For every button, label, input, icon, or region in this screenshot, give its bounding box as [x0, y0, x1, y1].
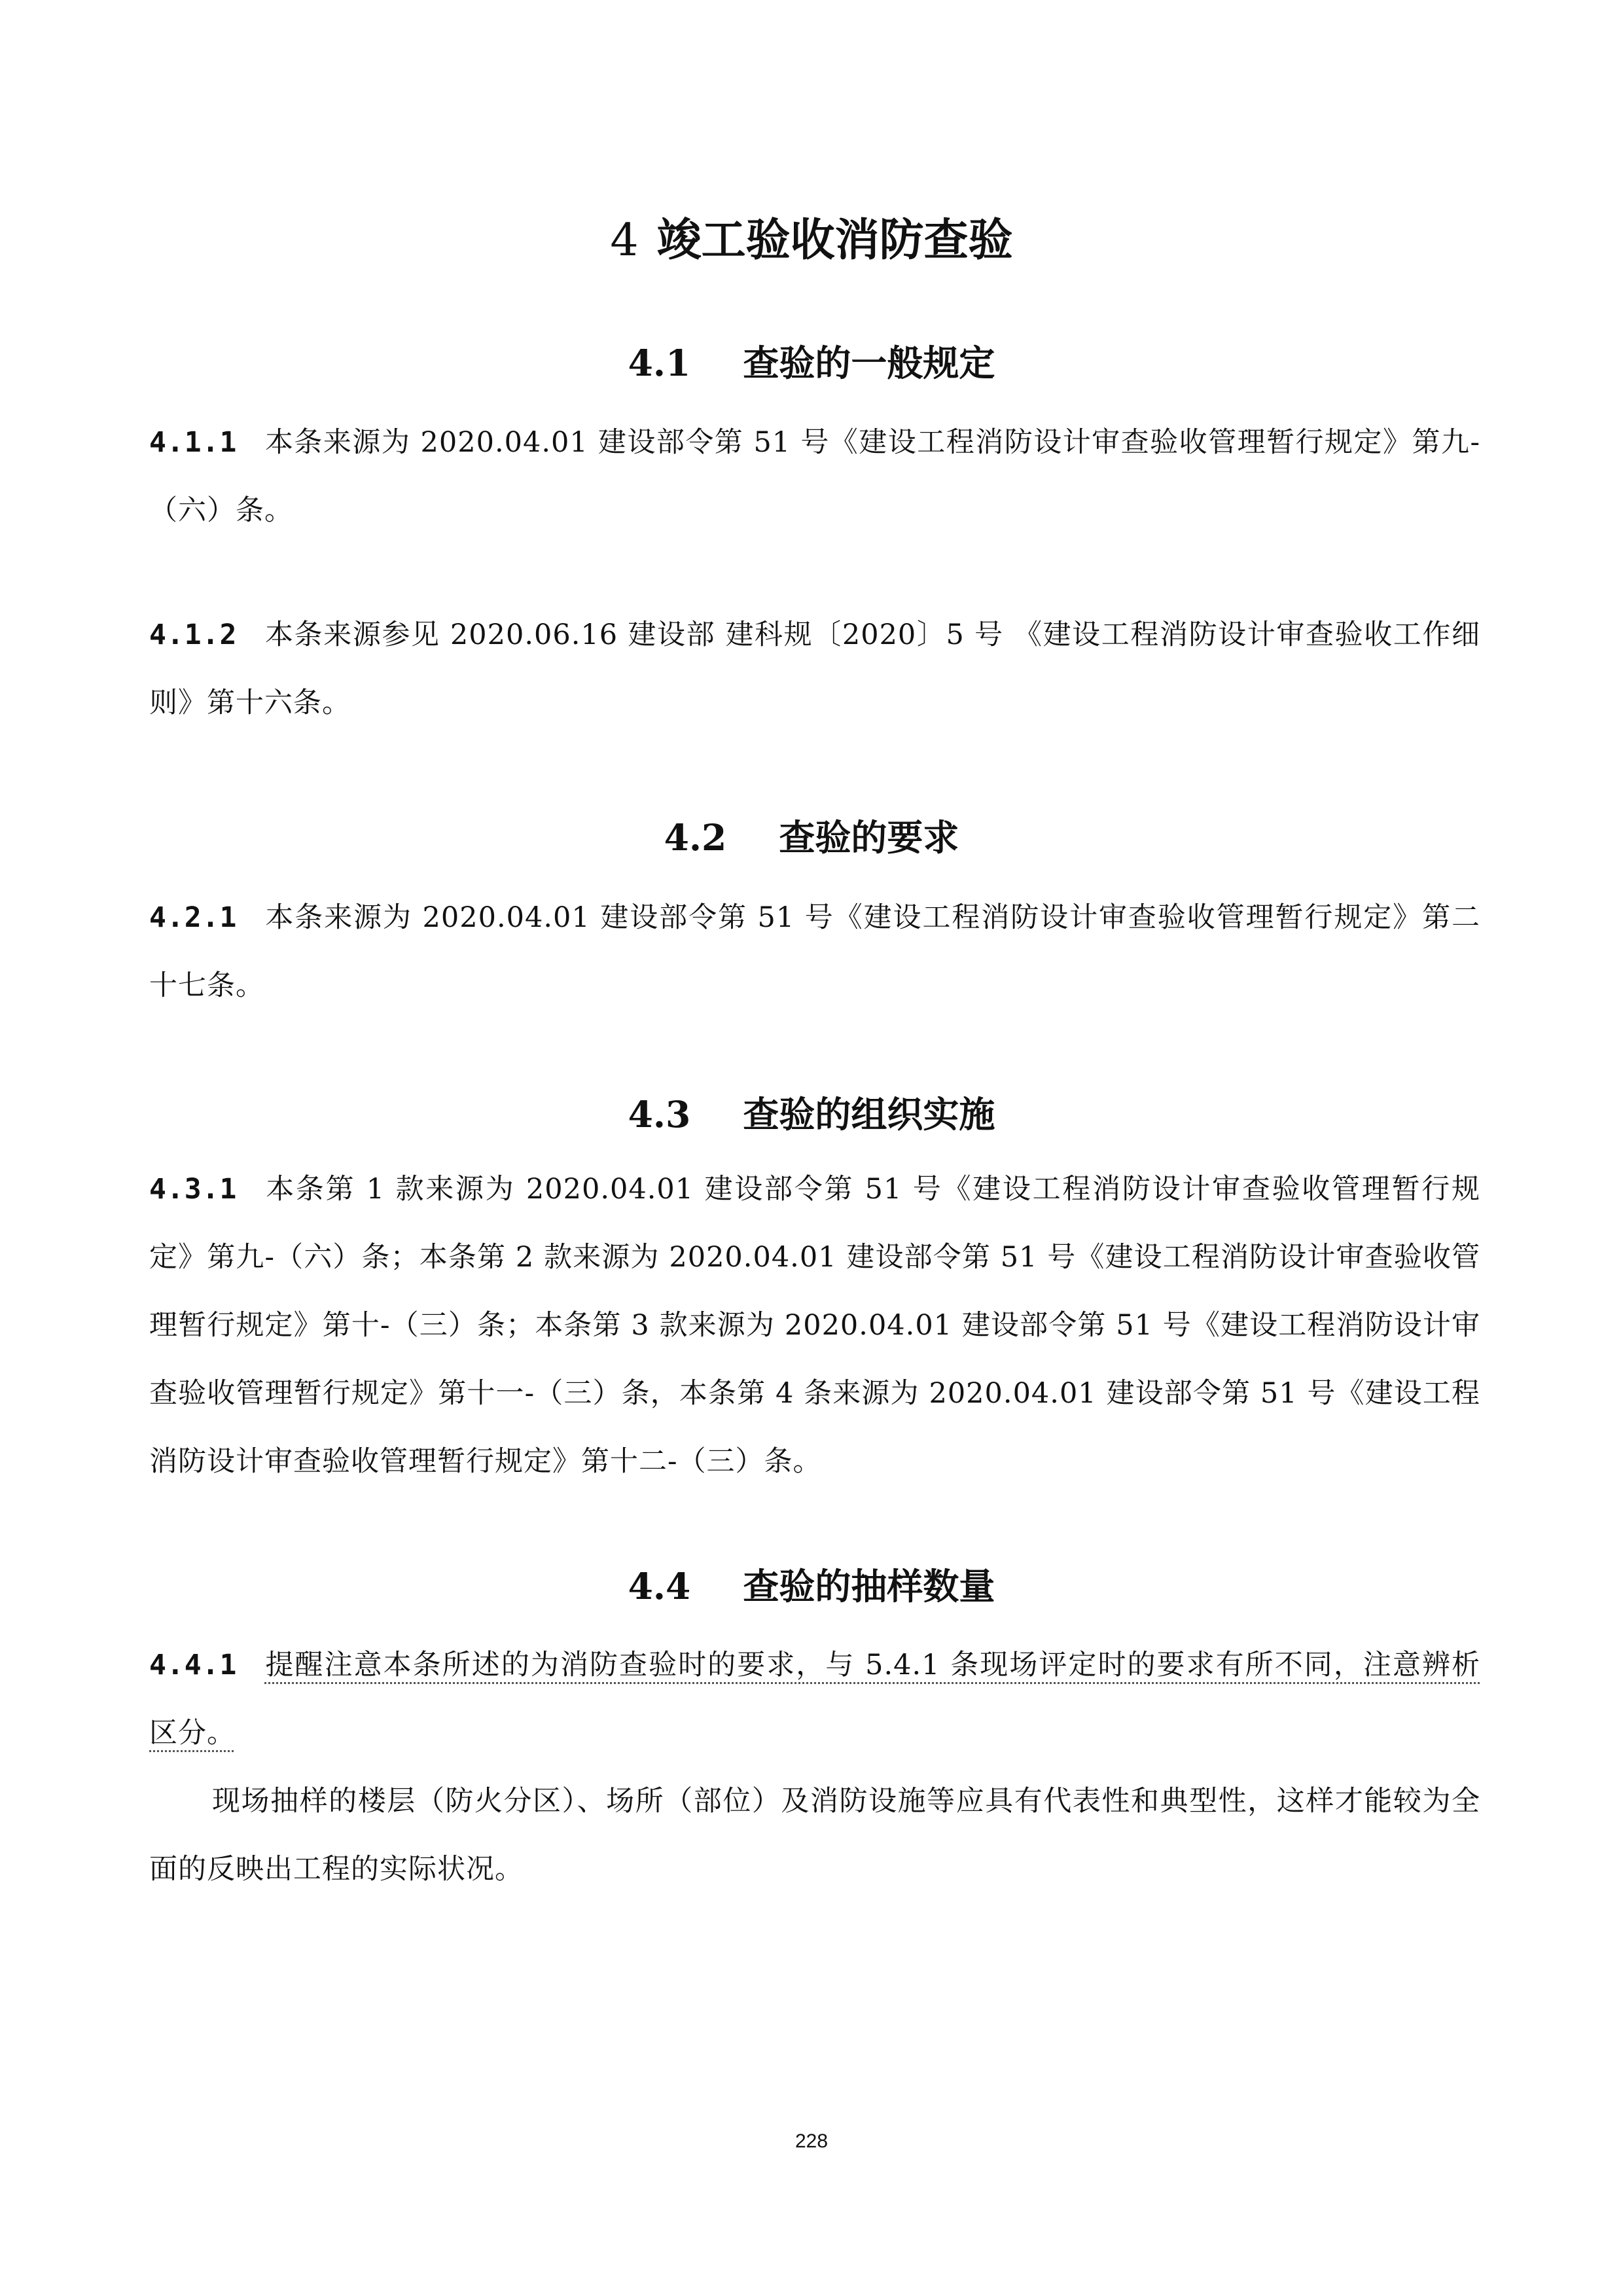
section-number: 4.3	[628, 1093, 691, 1136]
clause-number: 4.2.1	[149, 901, 238, 934]
clause-text: 本条来源为 2020.04.01 建设部令第 51 号《建设工程消防设计审查验收管理暂行规定》第九-（六）条。	[149, 426, 1480, 527]
clause-note-text: 提醒注意本条所述的为消防查验时的要求，与 5.4.1 条现场评定时的要求有所不同，注意辨析区分。	[149, 1649, 1480, 1749]
section-number: 4.1	[628, 342, 691, 384]
clause-number: 4.1.1	[149, 426, 238, 459]
clause-text: 本条第 1 款来源为 2020.04.01 建设部令第 51 号《建设工程消防设计审查验收管理暂行规定》第九-（六）条；本条第 2 款来源为 2020.04.01 建设部令第 51 号《建设工程消防设计审查验收管理暂行规定》第十-（三）条；本条第 3 款来源为 2020.04.01 建设部令第 51 号《建设工程消防设计审查验收管理暂行规定》第十一-（三）条，本条第 4 条来源为 2020.04.01 建设部令第 51 号《建设工程消防设计审查验收管理暂行规定》第十二-（三）条。	[149, 1173, 1480, 1478]
clause-number: 4.4.1	[149, 1649, 238, 1681]
clause-4-3-1	[149, 1155, 1480, 1496]
section-heading-4-1	[0, 337, 1623, 389]
section-heading-4-4	[0, 1560, 1623, 1613]
section-title-text: 查验的要求	[779, 817, 959, 859]
clause-number: 4.1.2	[149, 619, 238, 651]
section-heading-4-3	[0, 1088, 1623, 1141]
section-title-text: 查验的组织实施	[743, 1094, 995, 1136]
section-title-text: 查验的抽样数量	[743, 1566, 995, 1607]
body-paragraph: 现场抽样的楼层（防火分区）、场所（部位）及消防设施等应具有代表性和典型性，这样才能较为全面的反映出工程的实际状况。	[149, 1785, 1480, 1886]
section-number: 4.4	[628, 1565, 691, 1607]
chapter-number: 4	[610, 215, 639, 266]
section-heading-4-2	[0, 812, 1623, 864]
section-title-text: 查验的一般规定	[743, 342, 995, 384]
clause-4-1-2	[149, 601, 1480, 737]
chapter-title-text: 竣工验收消防查验	[656, 215, 1013, 266]
clause-4-1-1	[149, 408, 1480, 545]
clause-text: 本条来源参见 2020.06.16 建设部 建科规〔2020〕5 号 《建设工程消防设计审查验收工作细则》第十六条。	[149, 619, 1480, 719]
section-number: 4.2	[664, 816, 727, 859]
clause-4-4-1	[149, 1631, 1480, 1767]
clause-number: 4.3.1	[149, 1173, 238, 1206]
clause-4-2-1	[149, 884, 1480, 1020]
clause-text: 本条来源为 2020.04.01 建设部令第 51 号《建设工程消防设计审查验收管理暂行规定》第二十七条。	[149, 901, 1480, 1002]
chapter-title	[0, 208, 1623, 274]
page-number: 228	[794, 2130, 829, 2152]
